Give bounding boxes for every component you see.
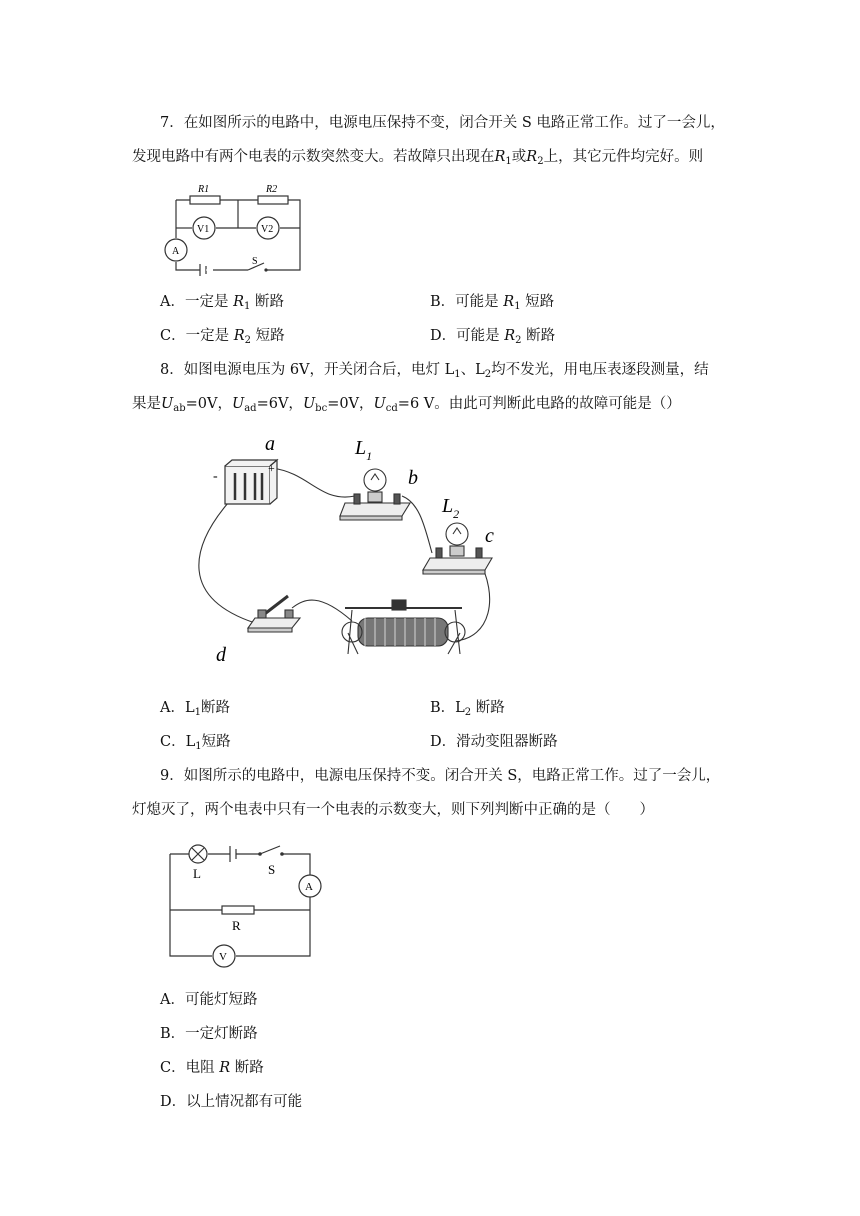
lamp-l2-icon xyxy=(423,523,492,574)
q9-switch-label: S xyxy=(268,862,276,877)
q7-option-d[interactable]: D．可能是 $R_2$ 断路 xyxy=(430,328,556,346)
q9-circuit-diagram xyxy=(160,838,330,968)
q7-switch-label: S xyxy=(252,256,258,267)
q8-option-c[interactable]: C．$L_1$短路 xyxy=(160,734,231,752)
lamp-l1-label: $L_1$ xyxy=(355,437,373,463)
q7-r1-label: R1 xyxy=(198,184,210,195)
lamp-l1-icon xyxy=(340,469,410,520)
q9-option-d[interactable]: D．以上情况都有可能 xyxy=(160,1094,303,1110)
q7-circuit-diagram xyxy=(158,178,308,276)
q9-lamp-label: L xyxy=(193,866,201,881)
battery-plus: + xyxy=(268,461,275,475)
point-d-label: d xyxy=(216,644,226,666)
q7-stem-line1: 7．在如图所示的电路中，电源电压保持不变，闭合开关 S 电路正常工作。过了一会儿， xyxy=(160,115,725,131)
point-c-label: c xyxy=(485,525,494,547)
q7-option-c[interactable]: C．一定是 $R_2$ 短路 xyxy=(160,328,285,346)
lamp-l2-label: $L_2$ xyxy=(442,495,460,521)
q8-option-a[interactable]: A．$L_1$断路 xyxy=(160,700,230,718)
q9-voltmeter: V xyxy=(219,951,227,963)
point-b-label: b xyxy=(408,467,418,489)
q7-r2-label: R2 xyxy=(266,184,278,195)
rheostat-icon xyxy=(342,600,465,654)
q7-v1-meter: V1 xyxy=(197,224,210,235)
q9-stem-line1: 9．如图所示的电路中，电源电压保持不变。闭合开关 S，电路正常工作。过了一会儿， xyxy=(160,768,721,784)
q7-v2-meter: V2 xyxy=(261,224,274,235)
q9-option-b[interactable]: B．一定灯断路 xyxy=(160,1026,258,1042)
point-a-label: a xyxy=(265,433,275,455)
q9-option-c[interactable]: C．电阻 R 断路 xyxy=(160,1060,264,1076)
switch-icon xyxy=(248,596,300,632)
q9-option-a[interactable]: A．可能灯短路 xyxy=(160,992,258,1008)
battery-minus: - xyxy=(213,469,218,484)
q9-resistor-label: R xyxy=(232,918,241,933)
q8-option-d[interactable]: D．滑动变阻器断路 xyxy=(430,734,558,750)
q8-circuit-picture xyxy=(180,428,510,676)
q8-option-b[interactable]: B．$L_2$ 断路 xyxy=(430,700,505,718)
q7-option-b[interactable]: B．可能是 $R_1$ 短路 xyxy=(430,294,555,312)
q7-ammeter: A xyxy=(172,246,180,257)
q8-stem-line1: 8．如图电源电压为 6V，开关闭合后，电灯 $L_1$、$L_2$均不发光，用电压表逐段测量，结 xyxy=(160,362,709,380)
q9-ammeter: A xyxy=(305,881,313,893)
q8-stem-line2: 果是$U_{ab}=0V$，$U_{ad}=6V$，$U_{bc}=0V$，$U_{cd}=6$ V。由此可判断此电路的故障可能是（） xyxy=(132,396,681,414)
q9-stem-line2: 灯熄灭了，两个电表中只有一个电表的示数变大，则下列判断中正确的是（ ） xyxy=(132,802,654,818)
q7-stem-line2: 发现电路中有两个电表的示数突然变大。若故障只出现在$R_1$或$R_2$上，其它元件均完好。则 xyxy=(132,149,704,167)
q7-option-a[interactable]: A．一定是 $R_1$ 断路 xyxy=(160,294,284,312)
